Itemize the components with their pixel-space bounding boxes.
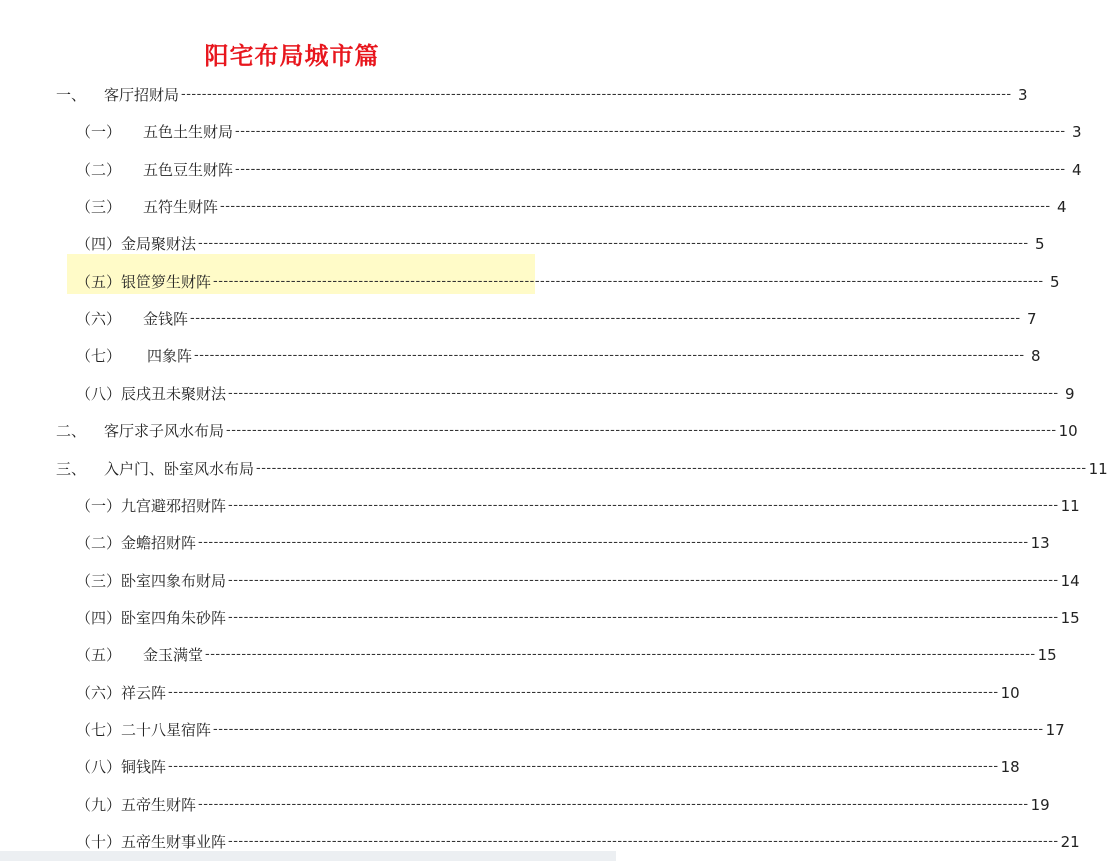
toc-entry-number: （四） [76, 609, 122, 627]
toc-entry-title: 入户门、卧室风水布局 [104, 460, 255, 478]
toc-entry-title: 金局聚财法 [121, 235, 197, 253]
toc-entry-title: 辰戌丑未聚财法 [121, 385, 227, 403]
toc-leader-dots: ---------------------------------------------------------------------------------------------------------------------------------------------------------------- [198, 535, 1029, 550]
toc-entry[interactable] [76, 119, 1082, 145]
toc-entry[interactable] [76, 157, 1082, 183]
toc-entry-number: 三、 [56, 460, 87, 478]
toc-leader-dots: ---------------------------------------------------------------------------------------------------------------------------------------------------------------- [194, 348, 1025, 363]
toc-entry-number: （五） [76, 273, 122, 291]
toc-entry-number: （二） [76, 161, 122, 179]
toc-leader-dots: ---------------------------------------------------------------------------------------------------------------------------------------------------------------- [256, 461, 1087, 476]
toc-leader-dots: ---------------------------------------------------------------------------------------------------------------------------------------------------------------- [226, 423, 1057, 438]
toc-entry-title: 祥云阵 [121, 684, 167, 702]
toc-entry-number: （五） [76, 646, 122, 664]
toc-entry[interactable] [76, 530, 1050, 556]
toc-entry-number: （六） [76, 684, 122, 702]
toc-leader-dots: ---------------------------------------------------------------------------------------------------------------------------------------------------------------- [205, 647, 1036, 662]
toc-entry[interactable] [56, 456, 1108, 482]
toc-entry-number: （九） [76, 796, 122, 814]
toc-entry-title: 五色豆生财阵 [143, 161, 234, 179]
toc-entry-title: 铜钱阵 [121, 758, 167, 776]
toc-entry[interactable] [76, 194, 1067, 220]
toc-entry-number: （一） [76, 497, 122, 515]
toc-page-number: 5 [1050, 273, 1060, 291]
toc-page-number: 21 [1060, 833, 1080, 851]
toc-entry-number: （七） [76, 347, 122, 365]
toc-entry-title: 银笸箩生财阵 [121, 273, 212, 291]
toc-entry-title: 卧室四象布财局 [121, 572, 227, 590]
toc-entry[interactable] [76, 231, 1045, 257]
toc-leader-dots: ---------------------------------------------------------------------------------------------------------------------------------------------------------------- [235, 124, 1066, 139]
toc-entry-title: 五帝生财事业阵 [121, 833, 227, 851]
toc-entry-number: （二） [76, 534, 122, 552]
toc-page-number: 3 [1018, 86, 1028, 104]
toc-page-number: 7 [1027, 310, 1037, 328]
toc-leader-dots: ---------------------------------------------------------------------------------------------------------------------------------------------------------------- [181, 87, 1012, 102]
toc-entry-title: 金蟾招财阵 [121, 534, 197, 552]
toc-page-number: 10 [1000, 684, 1020, 702]
toc-entry[interactable] [76, 754, 1020, 780]
toc-entry[interactable] [76, 568, 1080, 594]
toc-leader-dots: ---------------------------------------------------------------------------------------------------------------------------------------------------------------- [168, 685, 999, 700]
toc-entry[interactable] [76, 642, 1057, 668]
toc-page-number: 9 [1065, 385, 1075, 403]
toc-leader-dots: ---------------------------------------------------------------------------------------------------------------------------------------------------------------- [228, 834, 1059, 849]
toc-entry-title: 五色土生财局 [143, 123, 234, 141]
toc-entry-number: 二、 [56, 422, 87, 440]
toc-entry-title: 客厅求子风水布局 [104, 422, 225, 440]
toc-page-number: 14 [1060, 572, 1080, 590]
toc-leader-dots: ---------------------------------------------------------------------------------------------------------------------------------------------------------------- [235, 162, 1066, 177]
toc-entry-title: 九宫避邪招财阵 [121, 497, 227, 515]
toc-page-number: 18 [1000, 758, 1020, 776]
toc-page-number: 15 [1037, 646, 1057, 664]
toc-entry[interactable] [76, 792, 1050, 818]
toc-entry[interactable] [76, 306, 1037, 332]
toc-entry-number: （六） [76, 310, 122, 328]
toc-entry[interactable] [76, 680, 1020, 706]
toc-entry[interactable] [76, 343, 1041, 369]
toc-leader-dots: ---------------------------------------------------------------------------------------------------------------------------------------------------------------- [213, 274, 1044, 289]
toc-entry-title: 金钱阵 [143, 310, 189, 328]
toc-page-number: 11 [1060, 497, 1080, 515]
toc-leader-dots: ---------------------------------------------------------------------------------------------------------------------------------------------------------------- [220, 199, 1051, 214]
toc-page-number: 17 [1045, 721, 1065, 739]
toc-page-number: 19 [1030, 796, 1050, 814]
toc-entry[interactable] [76, 493, 1080, 519]
toc-entry-number: （八） [76, 758, 122, 776]
toc-page-number: 4 [1072, 161, 1082, 179]
toc-entry-title: 四象阵 [147, 347, 193, 365]
toc-leader-dots: ---------------------------------------------------------------------------------------------------------------------------------------------------------------- [213, 722, 1044, 737]
toc-leader-dots: ---------------------------------------------------------------------------------------------------------------------------------------------------------------- [168, 759, 999, 774]
toc-page-number: 4 [1057, 198, 1067, 216]
toc-entry-number: （一） [76, 123, 122, 141]
toc-entry[interactable] [56, 82, 1028, 108]
toc-entry[interactable] [76, 605, 1080, 631]
toc-leader-dots: ---------------------------------------------------------------------------------------------------------------------------------------------------------------- [228, 498, 1059, 513]
toc-page-number: 15 [1060, 609, 1080, 627]
toc-leader-dots: ---------------------------------------------------------------------------------------------------------------------------------------------------------------- [198, 797, 1029, 812]
toc-leader-dots: ---------------------------------------------------------------------------------------------------------------------------------------------------------------- [228, 610, 1059, 625]
toc-entry-number: （七） [76, 721, 122, 739]
toc-leader-dots: ---------------------------------------------------------------------------------------------------------------------------------------------------------------- [228, 573, 1059, 588]
toc-leader-dots: ---------------------------------------------------------------------------------------------------------------------------------------------------------------- [228, 386, 1059, 401]
bottom-scroll-strip [0, 851, 616, 861]
document-title: 阳宅布局城市篇 [204, 42, 380, 70]
toc-entry-number: （三） [76, 572, 122, 590]
toc-entry-number: 一、 [56, 86, 87, 104]
toc-leader-dots: ---------------------------------------------------------------------------------------------------------------------------------------------------------------- [190, 311, 1021, 326]
toc-entry-number: （八） [76, 385, 122, 403]
toc-leader-dots: ---------------------------------------------------------------------------------------------------------------------------------------------------------------- [198, 236, 1029, 251]
toc-page-number: 11 [1088, 460, 1108, 478]
toc-entry-number: （十） [76, 833, 122, 851]
toc-entry[interactable] [76, 717, 1065, 743]
toc-entry-title: 二十八星宿阵 [121, 721, 212, 739]
toc-entry-title: 客厅招财局 [104, 86, 180, 104]
toc-page-number: 10 [1058, 422, 1078, 440]
toc-entry-title: 卧室四角朱砂阵 [121, 609, 227, 627]
toc-entry-title: 五符生财阵 [143, 198, 219, 216]
toc-page-number: 8 [1031, 347, 1041, 365]
toc-entry-title: 金玉满堂 [143, 646, 204, 664]
toc-entry[interactable] [76, 269, 1060, 295]
toc-entry-title: 五帝生财阵 [121, 796, 197, 814]
toc-entry-number: （三） [76, 198, 122, 216]
toc-page-number: 13 [1030, 534, 1050, 552]
toc-entry[interactable] [76, 381, 1075, 407]
toc-entry-number: （四） [76, 235, 122, 253]
toc-entry[interactable] [56, 418, 1078, 444]
toc-page-number: 3 [1072, 123, 1082, 141]
toc-page-number: 5 [1035, 235, 1045, 253]
